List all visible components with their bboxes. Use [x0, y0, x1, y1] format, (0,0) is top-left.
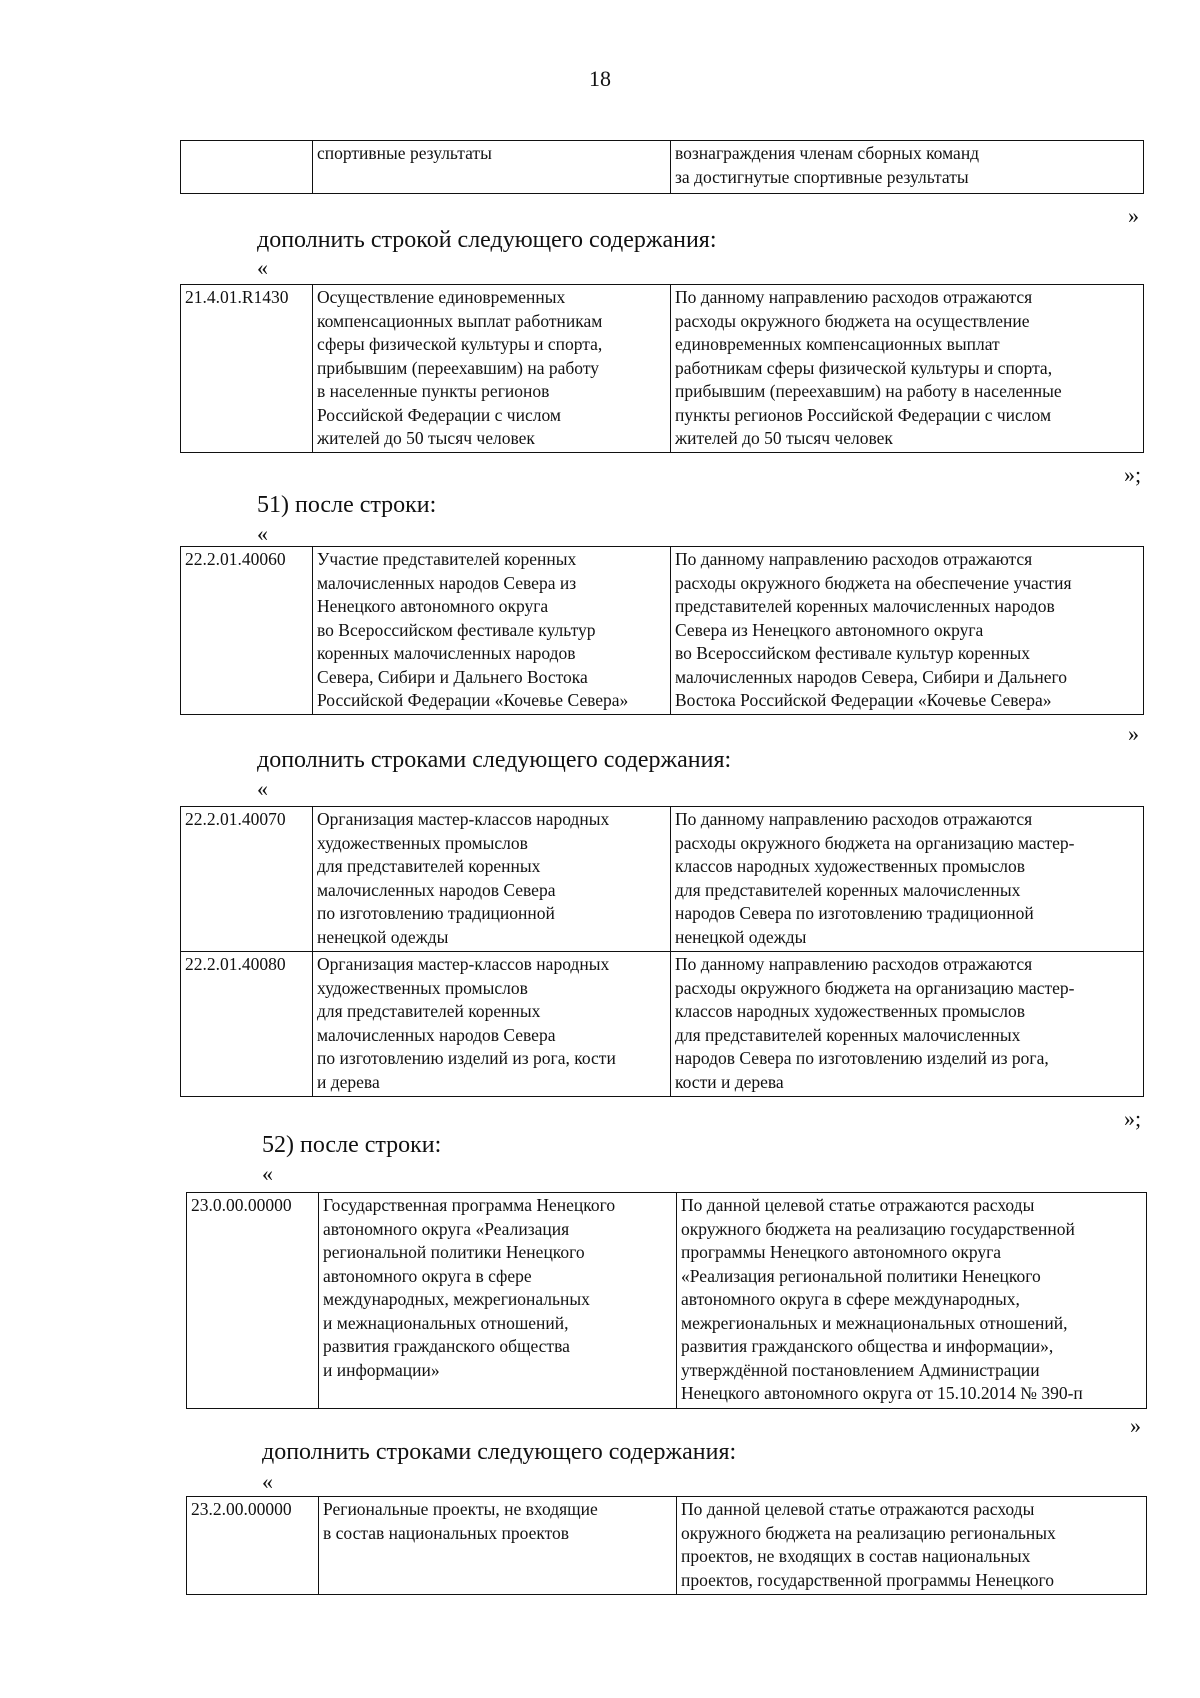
- description-cell: По данной целевой статье отражаются расходы окружного бюджета на реализацию региональных проектов, не входящих в состав национальных проектов, государственной программы Ненецкого: [677, 1497, 1147, 1595]
- name-cell: Организация мастер-классов народных художественных промыслов для представителей коренных малочисленных народов Севера по изготовлению традиционной ненецкой одежды: [313, 807, 671, 952]
- name-cell: Государственная программа Ненецкого автономного округа «Реализация региональной политики Ненецкого автономного округа в сфере международных, межрегиональных и межнациональных отношений, развития гражданского общества и информации»: [319, 1193, 677, 1409]
- close-quote: »: [1130, 1413, 1141, 1438]
- instruction-add-row: дополнить строкой следующего содержания:: [257, 227, 717, 253]
- code-cell: [181, 141, 313, 194]
- page-number: 18: [589, 66, 611, 91]
- instruction-after-row-51: 51) после строки:: [257, 492, 437, 518]
- name-cell: Осуществление единовременных компенсационных выплат работникам сферы физической культуры и спорта, прибывшим (переехавшим) на работу в населенные пункты регионов Российской Федерации с числом жителей до 50 тысяч человек: [313, 285, 671, 453]
- open-quote: «: [257, 255, 268, 280]
- name-cell: Участие представителей коренных малочисленных народов Севера из Ненецкого автономного округа во Всероссийском фестивале культур коренных малочисленных народов Севера, Сибири и Дальнего Востока Российской Федерации «Кочевье Севера»: [313, 547, 671, 715]
- close-quote: »: [1128, 721, 1139, 746]
- close-quote-semicolon: »;: [1124, 462, 1142, 487]
- table-row: [181, 547, 1144, 715]
- code-cell: 21.4.01.R1430: [181, 285, 313, 453]
- table-row: [187, 1497, 1147, 1595]
- open-quote: «: [262, 1469, 273, 1494]
- budget-table-add-row: [180, 284, 1144, 453]
- description-cell: По данному направлению расходов отражаются расходы окружного бюджета на обеспечение участия представителей коренных малочисленных народов Севера из Ненецкого автономного округа во Всероссийском фестивале культур коренных малочисленных народов Севера, Сибири и Дальнего Востока Российской Федерации «Кочевье Севера»: [671, 547, 1144, 715]
- name-cell: спортивные результаты: [313, 141, 671, 194]
- name-cell: Организация мастер-классов народных художественных промыслов для представителей коренных малочисленных народов Севера по изготовлению изделий из рога, кости и дерева: [313, 952, 671, 1097]
- description-cell: По данному направлению расходов отражаются расходы окружного бюджета на организацию мастер- классов народных художественных промыслов для представителей коренных малочисленных народов Севера по изготовлению традиционной ненецкой одежды: [671, 807, 1144, 952]
- budget-table-add-rows-2: [186, 1496, 1147, 1595]
- open-quote: «: [257, 521, 268, 546]
- description-cell: По данной целевой статье отражаются расходы окружного бюджета на реализацию государственной программы Ненецкого автономного округа «Реализация региональной политики Ненецкого автономного округа в сфере международных, межрегиональных и межнациональных отношений, развития гражданского общества и информации», утверждённой постановлением Администрации Ненецкого автономного округа от 15.10.2014 № 390-п: [677, 1193, 1147, 1409]
- code-cell: 23.2.00.00000: [187, 1497, 319, 1595]
- table-row: [181, 141, 1144, 194]
- instruction-after-row-52: 52) после строки:: [262, 1132, 442, 1158]
- code-cell: 23.0.00.00000: [187, 1193, 319, 1409]
- table-row: [181, 807, 1144, 952]
- instruction-add-rows-1: дополнить строками следующего содержания:: [257, 747, 732, 773]
- close-quote-semicolon: »;: [1124, 1106, 1142, 1131]
- description-cell: По данному направлению расходов отражаются расходы окружного бюджета на осуществление единовременных компенсационных выплат работникам сферы физической культуры и спорта, прибывшим (переехавшим) на работу в населенные пункты регионов Российской Федерации с числом жителей до 50 тысяч человек: [671, 285, 1144, 453]
- description-cell: вознаграждения членам сборных команд за достигнутые спортивные результаты: [671, 141, 1144, 194]
- code-cell: 22.2.01.40060: [181, 547, 313, 715]
- budget-table-after-row-52: [186, 1192, 1147, 1409]
- table-row: [187, 1193, 1147, 1409]
- budget-table-continued: [180, 140, 1144, 194]
- instruction-add-rows-2: дополнить строками следующего содержания:: [262, 1439, 737, 1465]
- code-cell: 22.2.01.40070: [181, 807, 313, 952]
- open-quote: «: [262, 1161, 273, 1186]
- budget-table-after-row-51: [180, 546, 1144, 715]
- open-quote: «: [257, 776, 268, 801]
- name-cell: Региональные проекты, не входящие в состав национальных проектов: [319, 1497, 677, 1595]
- table-row: [181, 952, 1144, 1097]
- budget-table-add-rows-1: [180, 806, 1144, 1097]
- description-cell: По данному направлению расходов отражаются расходы окружного бюджета на организацию мастер- классов народных художественных промыслов для представителей коренных малочисленных народов Севера по изготовлению изделий из рога, кости и дерева: [671, 952, 1144, 1097]
- table-row: [181, 285, 1144, 453]
- code-cell: 22.2.01.40080: [181, 952, 313, 1097]
- close-quote: »: [1128, 203, 1139, 228]
